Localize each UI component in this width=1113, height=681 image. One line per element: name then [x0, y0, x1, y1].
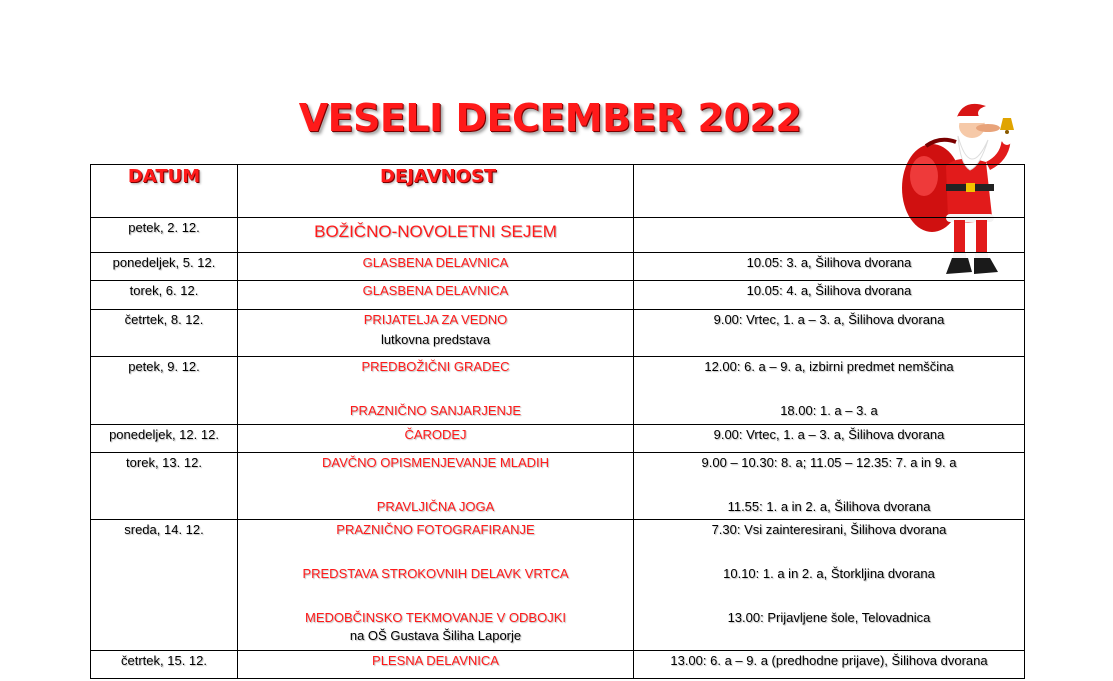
row-details: 12.00: 6. a – 9. a, izbirni predmet nemščina 18.00: 1. a – 3. a: [634, 357, 1025, 425]
row-details: 13.00: 6. a – 9. a (predhodne prijave), Šilihova dvorana: [634, 651, 1025, 679]
row-details: 9.00: Vrtec, 1. a – 3. a, Šilihova dvorana: [634, 310, 1025, 357]
row-activity: GLASBENA DELAVNICA: [238, 281, 634, 310]
row-date: torek, 6. 12.: [91, 281, 238, 310]
table-row: [91, 520, 1025, 651]
row-date: petek, 9. 12.: [91, 357, 238, 425]
row-activity: PLESNA DELAVNICA: [238, 651, 634, 679]
row-details: [634, 218, 1025, 253]
row-date: sreda, 14. 12.: [91, 520, 238, 651]
row-details: 9.00: Vrtec, 1. a – 3. a, Šilihova dvorana: [634, 425, 1025, 453]
table-row: [91, 310, 1025, 357]
page-title: VESELI DECEMBER 2022: [298, 96, 802, 140]
row-date: četrtek, 8. 12.: [91, 310, 238, 357]
row-date: ponedeljek, 5. 12.: [91, 253, 238, 281]
table-row: [91, 651, 1025, 679]
row-date: petek, 2. 12.: [91, 218, 238, 253]
table-header-row: [91, 165, 1025, 218]
row-date: četrtek, 15. 12.: [91, 651, 238, 679]
header-third: [634, 165, 1025, 218]
table-row: [91, 425, 1025, 453]
row-details: 10.05: 3. a, Šilihova dvorana: [634, 253, 1025, 281]
row-date: ponedeljek, 12. 12.: [91, 425, 238, 453]
row-activity: PRAZNIČNO FOTOGRAFIRANJE PREDSTAVA STROKOVNIH DELAVK VRTCA MEDOBČINSKO TEKMOVANJE V ODBOJKI na OŠ Gustava Šiliha Laporje: [238, 520, 634, 651]
row-activity: PREDBOŽIČNI GRADEC PRAZNIČNO SANJARJENJE: [238, 357, 634, 425]
table-row: [91, 253, 1025, 281]
table-row: [91, 357, 1025, 425]
table-row: [91, 453, 1025, 520]
table-row: [91, 281, 1025, 310]
row-details: 9.00 – 10.30: 8. a; 11.05 – 12.35: 7. a in 9. a 11.55: 1. a in 2. a, Šilihova dvorana: [634, 453, 1025, 520]
row-date: torek, 13. 12.: [91, 453, 238, 520]
row-details: 10.05: 4. a, Šilihova dvorana: [634, 281, 1025, 310]
row-activity: DAVČNO OPISMENJEVANJE MLADIH PRAVLJIČNA JOGA: [238, 453, 634, 520]
row-activity: GLASBENA DELAVNICA: [238, 253, 634, 281]
header-dejavnost: DEJAVNOST: [238, 165, 634, 218]
row-details: 7.30: Vsi zainteresirani, Šilihova dvorana 10.10: 1. a in 2. a, Štorkljina dvorana 13.00: Prijavljene šole, Telovadnica: [634, 520, 1025, 651]
schedule-table: [90, 164, 1025, 679]
header-datum: DATUM: [91, 165, 238, 218]
table-row: [91, 218, 1025, 253]
row-activity: BOŽIČNO-NOVOLETNI SEJEM: [238, 218, 634, 253]
row-activity: PRIJATELJA ZA VEDNO lutkovna predstava: [238, 310, 634, 357]
row-activity: ČARODEJ: [238, 425, 634, 453]
